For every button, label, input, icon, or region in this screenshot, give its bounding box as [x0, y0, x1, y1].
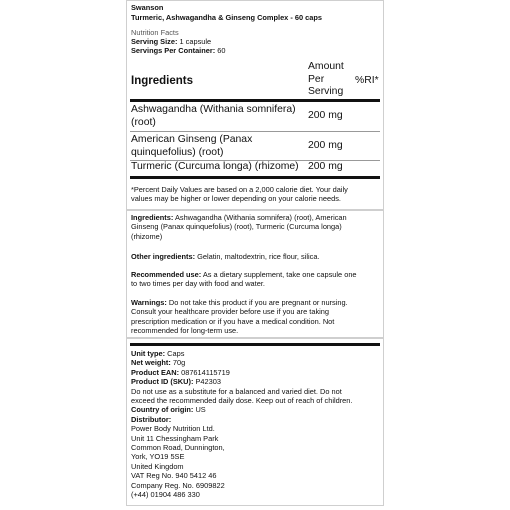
- sku-label: Product ID (SKU):: [131, 377, 194, 387]
- warnings-text: recommended for long-term use.: [131, 326, 239, 336]
- address-line: Unit 11 Chessingham Park: [131, 433, 219, 443]
- unit-type-value: Caps: [165, 349, 185, 358]
- amount-header-line3: Serving: [308, 86, 344, 97]
- footnote-line: *Percent Daily Values are based on a 2,000 calorie diet. Your daily: [131, 185, 348, 194]
- distributor-label: Distributor:: [131, 414, 172, 424]
- ingredients-column-header: Ingredients: [131, 75, 193, 87]
- ingredients-paragraph: [131, 213, 377, 241]
- recommended-use-text: As a dietary supplement, take one capsule one: [201, 270, 357, 279]
- row-divider: [130, 131, 380, 132]
- ingredients-text: Ginseng (Panax quinquefolius) (root), Turmeric (Curcuma longa): [131, 222, 342, 232]
- product-details: [131, 349, 377, 500]
- ingredient-row-name: [131, 134, 252, 159]
- amount-header-line1: Amount: [308, 61, 344, 72]
- ingredient-name-line: American Ginseng (Panax: [131, 134, 253, 145]
- product-ean: [131, 368, 377, 377]
- serving-size-value: 1 capsule: [179, 37, 212, 46]
- nutrition-title: Nutrition Facts: [131, 28, 179, 37]
- net-weight: [131, 358, 377, 367]
- ingredients-text: (rhizome): [131, 231, 163, 241]
- servings-value: 60: [217, 46, 226, 55]
- servings-label: Servings Per Container:: [131, 46, 216, 55]
- warnings-label: Warnings:: [131, 298, 167, 307]
- unit-type: [131, 349, 377, 358]
- table-header-divider: [130, 99, 380, 102]
- warnings-text: prescription medication or if you have a medical condition. Not: [131, 316, 335, 326]
- country-of-origin: [131, 405, 377, 414]
- address-line: (+44) 01904 486 330: [131, 490, 200, 500]
- footnote-line: values may be higher or lower depending on your calorie needs.: [131, 194, 341, 204]
- address-line: York, YO19 5SE: [131, 452, 185, 462]
- amount-header-line2: Per: [308, 73, 325, 85]
- recommended-use-text: to two times per day with food and water.: [131, 279, 265, 289]
- ri-column-header: %RI*: [355, 75, 379, 86]
- ingredient-row-name: [131, 104, 296, 129]
- net-weight-label: Net weight:: [131, 358, 171, 368]
- ingredients-label: Ingredients:: [131, 213, 174, 222]
- recommended-use-label: Recommended use:: [131, 270, 202, 279]
- info-panel: [126, 210, 384, 338]
- product-name: Turmeric, Ashwagandha & Ginseng Complex - 60 caps: [131, 13, 322, 22]
- address-line: VAT Reg No. 940 5412 46: [131, 471, 217, 481]
- other-ingredients-label: Other ingredients:: [131, 252, 196, 261]
- address-line: Common Road, Dunnington,: [131, 443, 225, 453]
- disclaimer-text: exceed the recommended daily dose. Keep out of reach of children.: [131, 396, 353, 406]
- warnings-text: Do not take this product if you are pregnant or nursing.: [166, 298, 348, 307]
- disclaimer-text: Do not use as a substitute for a balanced and varied diet. Do not: [131, 386, 342, 396]
- serving-size-label: Serving Size:: [131, 37, 178, 46]
- sku-value: P42303: [193, 377, 221, 387]
- address-line: United Kingdom: [131, 461, 184, 471]
- footnote: [131, 185, 379, 203]
- ingredient-name-line: (root): [131, 116, 156, 128]
- servings-per-container: [131, 46, 379, 55]
- serving-size: [131, 37, 379, 46]
- recommended-use-paragraph: [131, 270, 377, 289]
- details-panel: [126, 338, 384, 506]
- warnings-paragraph: [131, 298, 377, 336]
- other-ingredients-paragraph: [131, 252, 377, 261]
- ingredient-row-amount: 200 mg: [308, 140, 343, 151]
- amount-column-header: [308, 61, 344, 99]
- ingredient-row-amount: 200 mg: [308, 110, 343, 121]
- nutrition-panel: [126, 0, 384, 210]
- details-top-divider: [130, 343, 380, 346]
- origin-label: Country of origin:: [131, 405, 194, 415]
- unit-type-label: Unit type:: [131, 349, 166, 358]
- origin-value: US: [193, 405, 206, 415]
- ingredient-name-line: Ashwagandha (Withania somnifera): [131, 104, 296, 115]
- ean-label: Product EAN:: [131, 367, 180, 377]
- ingredients-text: Ashwagandha (Withania somnifera) (root), American: [173, 213, 347, 222]
- ingredient-row-name: Turmeric (Curcuma longa) (rhizome): [131, 161, 299, 172]
- brand-name: Swanson: [131, 3, 164, 12]
- ean-value: 087614115719: [179, 367, 230, 377]
- address-line: Power Body Nutrition Ltd.: [131, 424, 215, 434]
- address-line: Company Reg. No. 6909822: [131, 480, 225, 490]
- table-bottom-divider: [130, 176, 380, 179]
- other-ingredients-text: Gelatin, maltodextrin, rice flour, silica.: [195, 252, 320, 261]
- ingredient-row-amount: 200 mg: [308, 161, 343, 172]
- warnings-text: Consult your healthcare provider before use if you are taking: [131, 307, 330, 317]
- ingredient-name-line: quinquefolius) (root): [131, 146, 224, 158]
- net-weight-value: 70g: [170, 358, 186, 368]
- product-sku: [131, 377, 377, 386]
